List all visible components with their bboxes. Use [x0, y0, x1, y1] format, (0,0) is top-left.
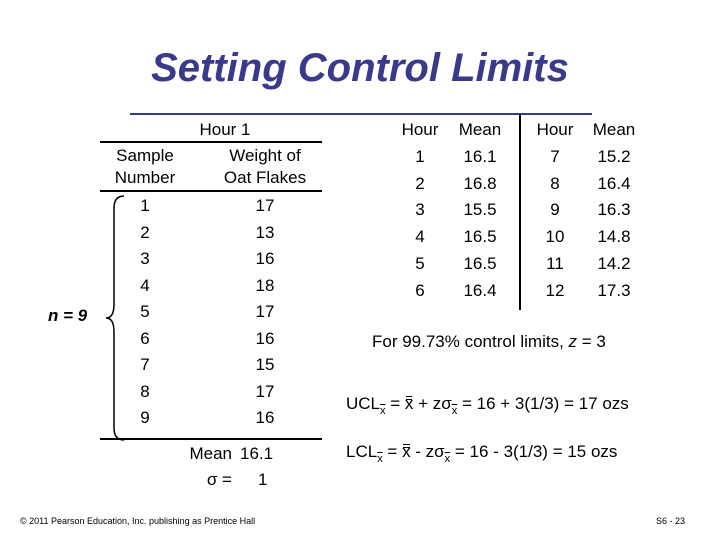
lcl-label: LCL — [346, 442, 378, 461]
hour-mean-value: 15.2 — [597, 147, 631, 166]
mean-value: 16.1 — [240, 444, 274, 463]
oat-weight: 16 — [255, 249, 275, 268]
mean-header-right: Mean — [592, 120, 636, 139]
page-title: Setting Control Limits — [151, 46, 569, 90]
hour-mean-value: 16.4 — [463, 280, 497, 300]
sample-number: 6 — [140, 328, 150, 348]
hour-mean-value: 16.5 — [463, 227, 497, 247]
hour-value: 5 — [415, 253, 425, 273]
hour-mean-value: 16.8 — [463, 173, 497, 193]
hour1-caption: Hour 1 — [199, 120, 251, 139]
ucl-formula: $UCL_{\overline{x}} = x + z\sigma_{\overline{x}} = 16 + 3(1/3) = 17$ ozs — [346, 394, 629, 417]
hour-mean-value: 14.8 — [597, 227, 631, 247]
mean-label: Mean — [189, 444, 232, 463]
hour-mean-value: 16.1 — [463, 147, 497, 166]
oat-weight: 16 — [255, 408, 275, 427]
col-weight-header-2: Oat Flakes — [223, 168, 307, 187]
hour-mean-value: 16.4 — [597, 173, 631, 193]
z-note: For 99.73% control limits, z = 3 — [372, 332, 606, 351]
sample-number: 1 — [140, 196, 150, 215]
sample-number: 7 — [140, 355, 150, 374]
sample-number: 2 — [140, 222, 150, 242]
mean-header-left: Mean — [458, 120, 502, 139]
sample-number: 9 — [140, 408, 150, 427]
title-rule — [130, 113, 592, 115]
oat-weight: 17 — [255, 302, 275, 321]
oat-weight: 16 — [255, 328, 275, 348]
table-top-line — [100, 141, 322, 143]
hour-value: 4 — [415, 227, 425, 247]
hour-mean-value: 16.3 — [597, 200, 631, 220]
hour-header-left: Hour — [401, 120, 439, 139]
hour-value: 1 — [415, 147, 425, 166]
page-number: S6 - 23 — [656, 516, 686, 526]
hour-header-right: Hour — [536, 120, 574, 139]
sample-number: 3 — [140, 249, 150, 268]
col-sample-header-2: Number — [114, 168, 176, 187]
hour-value: 12 — [545, 280, 565, 300]
hour-value: 11 — [546, 253, 564, 273]
hour-mean-value: 16.5 — [463, 253, 497, 273]
hour-value: 3 — [415, 200, 425, 220]
lcl-formula: $LCL_{\overline{x}} = x - z\sigma_{\overline{x}} = 16 - 3(1/3) = 15$ ozs — [346, 442, 618, 465]
hour-value: 8 — [550, 173, 560, 193]
sigma-value: 1 — [258, 470, 268, 489]
ucl-label: UCL — [346, 394, 381, 413]
oat-weight: 18 — [255, 275, 275, 295]
col-weight-header-1: Weight of — [229, 146, 301, 165]
col-sample-header-1: Sample — [116, 146, 174, 165]
hour-value: 6 — [415, 280, 425, 300]
hour-value: 10 — [545, 227, 565, 247]
hour-mean-value: 15.5 — [463, 200, 497, 220]
oat-weight: 13 — [255, 222, 275, 242]
hour-value: 7 — [550, 147, 560, 166]
hour-value: 9 — [550, 200, 560, 220]
hour-mean-value: 17.3 — [597, 280, 631, 300]
group-label: n = 9 — [48, 306, 88, 325]
oat-weight: 17 — [255, 381, 275, 401]
oat-weight: 17 — [255, 196, 275, 215]
sample-number: 4 — [140, 275, 150, 295]
copyright-footer: © 2011 Pearson Education, Inc. publishing as Prentice Hall — [20, 516, 256, 526]
sample-number: 5 — [140, 302, 150, 321]
hour-mean-value: 14.2 — [597, 253, 631, 273]
oat-weight: 15 — [255, 355, 275, 374]
hour-value: 2 — [415, 173, 425, 193]
group-brace — [104, 194, 128, 442]
table-divider — [519, 114, 521, 310]
sigma-label: σ = — [206, 470, 232, 489]
table-bottom-line — [100, 438, 322, 440]
table-header-line — [100, 190, 322, 192]
sample-number: 8 — [140, 381, 150, 401]
